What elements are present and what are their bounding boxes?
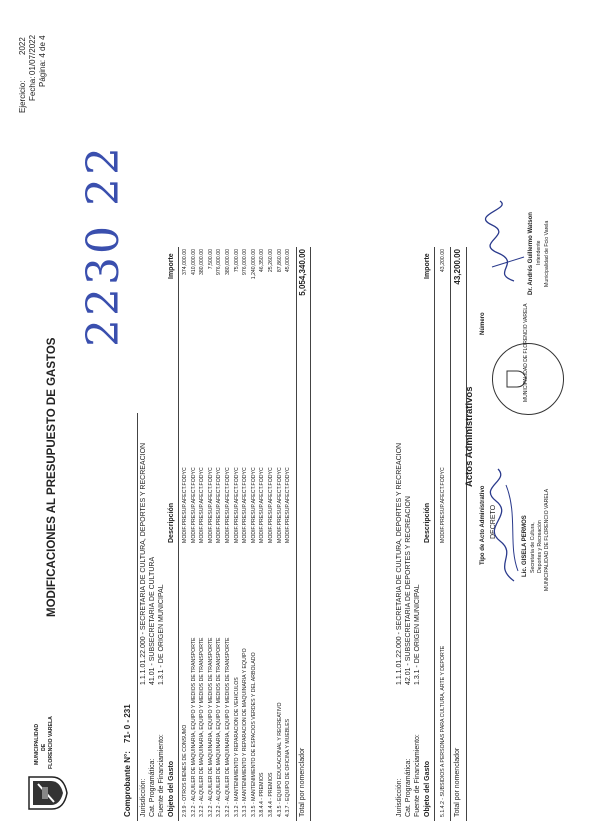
table-row-objeto: 3.3.5 - MANTENIMIENTO DE ESPACIOS VERDES Y DEL ARBOLADO xyxy=(250,652,257,817)
page-number: Página: 4 de 4 xyxy=(38,35,47,87)
fuente-label: Fuente de Financiamiento: xyxy=(158,734,165,817)
importe-header: Importe xyxy=(424,253,431,279)
table-row-importe: 87,860.00 xyxy=(276,249,283,273)
numero-label: Número xyxy=(480,312,486,335)
total-label: Total por nomenclador xyxy=(454,747,461,817)
table-row-importe: 7,500.00 xyxy=(207,249,214,270)
table-row-importe: 75,000.00 xyxy=(233,249,240,273)
tipo-acto-label: Tipo de Acto Administrativo xyxy=(480,485,486,565)
table-row-importe: 1,240,000.00 xyxy=(250,249,257,280)
table-row-objeto: 4.3.7 - EQUIPO DE OFICINA Y MUEBLES xyxy=(285,718,292,817)
jurisdiccion-label: Jurisdicción: xyxy=(396,778,403,817)
stamp-number: 2230 22 xyxy=(78,144,129,347)
importe-column xyxy=(181,249,293,321)
page-title: MODIFICACIONES AL PRESUPUESTO DE GASTOS xyxy=(46,337,58,617)
signer-right-name: Dr. Andrés Guillermo Watson xyxy=(528,212,534,295)
divider xyxy=(296,247,297,821)
signer-right-role: Intendente xyxy=(536,240,542,265)
divider xyxy=(178,247,179,821)
table-row-descripcion: MODIF.PRESUP.AFECT.FODYC xyxy=(285,467,292,543)
cat-programatica-value: 41.01 - SUBSECRETARIA DE CULTURA xyxy=(149,556,156,685)
fecha-label: Fecha: xyxy=(28,76,37,101)
signer-left-name: Lic. GISELA PERMOS xyxy=(522,515,528,577)
table-row-objeto: 3.2.2 - ALQUILER DE MAQUINARIA, EQUIPO Y MEDIOS DE TRANSPORTE xyxy=(190,637,197,817)
signer-right-role: Municipalidad de Fcio Varela xyxy=(544,220,550,287)
objeto-column xyxy=(181,638,293,818)
jurisdiccion-value: 1.1.1.01.22.000 - SECRETARIA DE CULTURA, DEPORTES Y RECREACION xyxy=(140,442,147,685)
table-row-importe: 374,000.00 xyxy=(182,249,188,275)
table-row-importe: 976,000.00 xyxy=(216,249,223,275)
ejercicio-label: Ejercicio: xyxy=(18,80,27,113)
fecha-value: 01/07/2022 xyxy=(28,34,37,75)
total-label: Total por nomenclador xyxy=(299,747,306,817)
divider xyxy=(466,247,467,821)
divider xyxy=(137,413,138,821)
importe-header: Importe xyxy=(168,253,175,279)
table-row-importe: 43,200.00 xyxy=(440,249,446,273)
table-row-objeto: 3.8.4.4 - PREMIOS xyxy=(259,772,266,817)
descripcion-column xyxy=(181,467,293,543)
divider xyxy=(434,247,435,821)
signature-right-icon xyxy=(484,197,528,287)
seal-text: MUNICIPALIDAD DE FLORENCIO VARELA xyxy=(523,303,529,402)
table-row-descripcion: MODIF.PRESUP.AFECT.FODYC xyxy=(267,467,274,543)
comprobante-label: Comprobante N°: xyxy=(123,751,132,817)
fuente-value: 1.3.1 - DE ORIGEN MUNICIPAL xyxy=(414,584,421,685)
table-row-descripcion: MODIF.PRESUP.AFECT.FODYC xyxy=(224,467,231,543)
seal-shield-icon xyxy=(505,369,527,389)
logo-line3: FLORENCIO VARELA xyxy=(48,716,54,769)
table-row-importe: 46,350.00 xyxy=(259,249,266,273)
table-row-objeto: 3.8.4.4 - PREMIOS xyxy=(267,772,274,817)
signer-left-role: Deportes y Recreación xyxy=(537,520,543,573)
table-row-objeto: 3.3.3 - MANTENIMIENTO Y REPARACION DE MAQUINARIA Y EQUIPO xyxy=(242,648,249,817)
table-row-importe: 380,000.00 xyxy=(199,249,206,275)
table-row-objeto: 3.2.2 - ALQUILER DE MAQUINARIA, EQUIPO Y MEDIOS DE TRANSPORTE xyxy=(207,637,214,817)
municipal-logo xyxy=(26,773,68,813)
table-row-descripcion: MODIF.PRESUP.AFECT.FODYC xyxy=(199,467,206,543)
fuente-label: Fuente de Financiamiento: xyxy=(414,734,421,817)
fuente-value: 1.3.1 - DE ORIGEN MUNICIPAL xyxy=(158,584,165,685)
logo-line1: MUNICIPALIDAD xyxy=(34,723,40,765)
table-row-importe: 380,000.00 xyxy=(224,249,231,275)
signature-left-icon xyxy=(488,465,522,585)
objeto-header: Objeto del Gasto xyxy=(168,760,175,817)
logo-line2: DE xyxy=(41,743,47,751)
table-row-objeto: 4.3.5 - EQUIPO EDUCACIONAL Y RECREATIVO xyxy=(276,702,283,817)
table-row-importe: 25,260.00 xyxy=(267,249,274,273)
cat-programatica-label: Cat. Programática: xyxy=(405,758,412,817)
descripcion-header: Descripción xyxy=(168,502,175,543)
table-row-descripcion: MODIF.PRESUP.AFECT.FODYC xyxy=(250,467,257,543)
table-row-descripcion: MODIF.PRESUP.AFECT.FODYC xyxy=(440,467,446,543)
table-row-objeto: 2.9.9 - OTROS BIENES DE CONSUMO xyxy=(182,724,188,817)
table-row-descripcion: MODIF.PRESUP.AFECT.FODYC xyxy=(259,467,266,543)
cat-programatica-label: Cat. Programática: xyxy=(149,758,156,817)
comprobante-value: 71- 0 - 231 xyxy=(123,704,132,743)
table-row-objeto: 3.3.2 - MANTENIMIENTO Y REPARACION DE VEHICULOS xyxy=(233,677,240,817)
table-row-importe: 45,000.00 xyxy=(285,249,292,273)
divider xyxy=(450,247,451,821)
divider xyxy=(310,247,311,821)
table-row-importe: 410,000.00 xyxy=(190,249,197,275)
table-row-objeto: 5.1.4.2 - SUBSIDIOS A PERSONAS PARA CULTURA, ARTE Y DEPORTE xyxy=(440,645,446,817)
descripcion-header: Descripción xyxy=(424,502,431,543)
municipal-seal-icon xyxy=(492,303,564,415)
jurisdiccion-label: Jurisdicción: xyxy=(140,778,147,817)
table-row-descripcion: MODIF.PRESUP.AFECT.FODYC xyxy=(182,467,188,543)
table-row-descripcion: MODIF.PRESUP.AFECT.FODYC xyxy=(207,467,214,543)
jurisdiccion-value: 1.1.1.01.22.000 - SECRETARIA DE CULTURA, DEPORTES Y RECREACION xyxy=(396,442,403,685)
table-row-objeto: 3.2.2 - ALQUILER DE MAQUINARIA, EQUIPO Y MEDIOS DE TRANSPORTE xyxy=(199,637,206,817)
signer-left-role: Secretaría de Cultura, xyxy=(530,522,536,573)
table-row-descripcion: MODIF.PRESUP.AFECT.FODYC xyxy=(216,467,223,543)
table-row-importe: 976,000.00 xyxy=(242,249,249,275)
ejercicio-value: 2022 xyxy=(18,37,27,55)
actos-title: Actos Administrativos xyxy=(464,386,475,487)
signer-left-role: MUNICIPALIDAD DE FLORENCIO VARELA xyxy=(544,488,550,591)
table-row-descripcion: MODIF.PRESUP.AFECT.FODYC xyxy=(242,467,249,543)
objeto-header: Objeto del Gasto xyxy=(424,760,431,817)
table-row-descripcion: MODIF.PRESUP.AFECT.FODYC xyxy=(190,467,197,543)
total-value: 5,054,340.00 xyxy=(298,249,307,296)
cat-programatica-value: 42.01 - SUBSECRETARIA DE DEPORTES Y RECREACION xyxy=(405,496,412,685)
table-row-descripcion: MODIF.PRESUP.AFECT.FODYC xyxy=(233,467,240,543)
total-value: 43,200.00 xyxy=(453,249,462,285)
table-row-objeto: 3.2.2 - ALQUILER DE MAQUINARIA, EQUIPO Y MEDIOS DE TRANSPORTE xyxy=(224,637,231,817)
table-row-descripcion: MODIF.PRESUP.AFECT.FODYC xyxy=(276,467,283,543)
table-row-objeto: 3.2.2 - ALQUILER DE MAQUINARIA, EQUIPO Y MEDIOS DE TRANSPORTE xyxy=(216,637,223,817)
tipo-acto-value: DECRETO xyxy=(490,504,497,539)
